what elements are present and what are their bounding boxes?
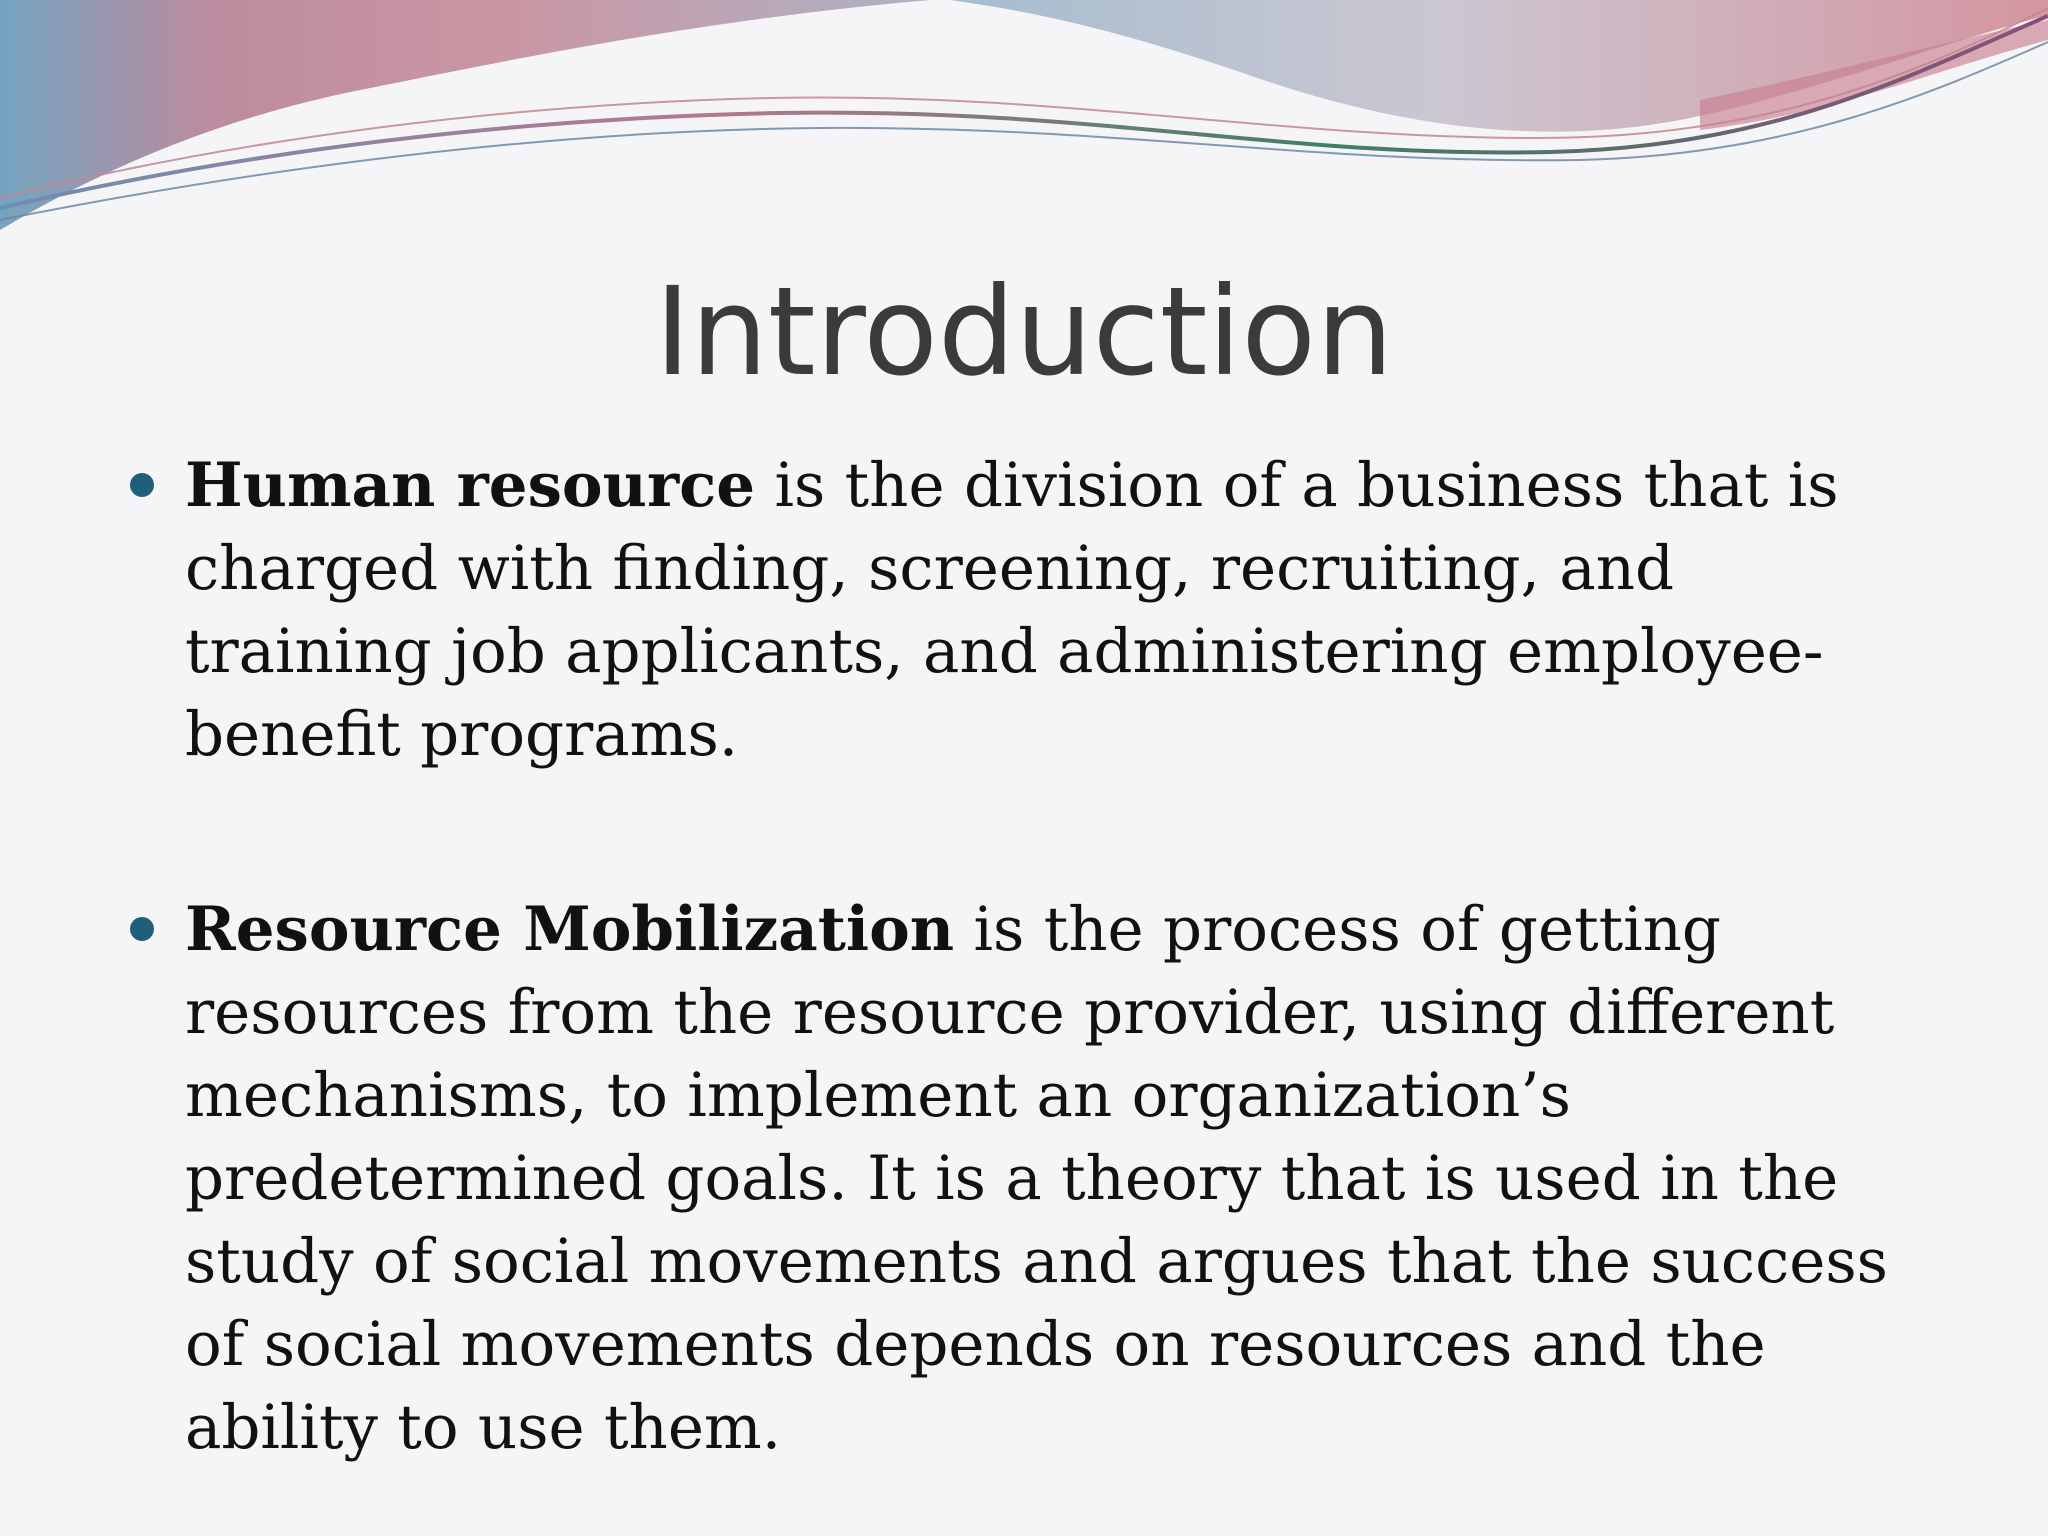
bullet-term: Resource Mobilization xyxy=(185,894,955,965)
bullet-term: Human resource xyxy=(185,450,756,521)
bullet-text: is the division of a business that is charged with finding, screening, recruiting, and training job applicants, and administering employee-benefit programs. xyxy=(185,450,1839,770)
bullet-list xyxy=(125,444,1935,1469)
slide-title: Introduction xyxy=(654,261,1394,403)
bullet-text: is the process of getting resources from the resource provider, using different mechanisms, to implement an organization’s predetermined goals. It is a theory that is used in the study of social movements and argues that the success of social movements depends on resources and the ability to use them. xyxy=(185,894,1888,1463)
bullet-resource-mobilization xyxy=(125,888,1935,1469)
decorative-wave-header xyxy=(0,0,2048,240)
circle-bullet-icon xyxy=(130,473,154,497)
circle-bullet-icon xyxy=(130,917,154,941)
bullet-human-resource xyxy=(125,444,1935,776)
wave-band-left xyxy=(0,0,930,230)
